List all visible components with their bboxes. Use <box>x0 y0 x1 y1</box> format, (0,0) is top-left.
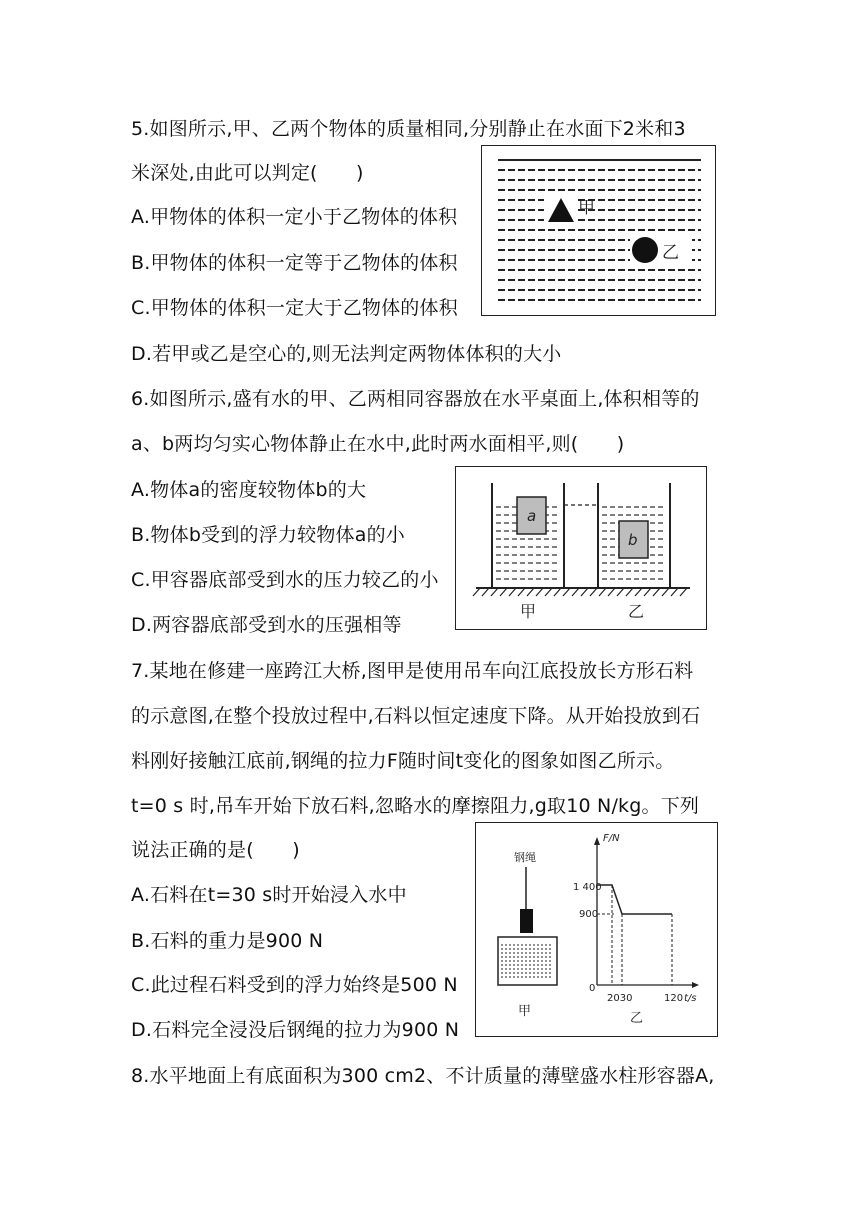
q6-stem-line2: a、b两均匀实心物体静止在水中,此时两水面相平,则( ) <box>131 433 625 455</box>
q5-stem-line2: 米深处,由此可以判定( ) <box>131 162 364 184</box>
q7-stem-line5: 说法正确的是( ) <box>131 839 300 861</box>
q5-water-diagram <box>482 146 717 317</box>
q7-ytick-1400: 1 400 <box>573 882 602 893</box>
q7-stem-line1: 7.某地在修建一座跨江大桥,图甲是使用吊车向江底投放长方形石料 <box>131 660 694 682</box>
q6-containers-diagram <box>456 467 708 631</box>
q7-x-axis-label: t/s <box>684 993 697 1004</box>
q6-block-a-label: a <box>527 507 537 525</box>
q6-label-jia: 甲 <box>520 602 537 621</box>
q7-label-yi: 乙 <box>630 1011 644 1026</box>
q7-origin: 0 <box>589 983 596 994</box>
q5-option-b: B.甲物体的体积一定等于乙物体的体积 <box>131 252 458 274</box>
q5-stem-line1: 5.如图所示,甲、乙两个物体的质量相同,分别静止在水面下2米和3 <box>131 118 686 140</box>
q6-stem-line1: 6.如图所示,盛有水的甲、乙两相同容器放在水平桌面上,体积相等的 <box>131 388 700 410</box>
stone-block <box>520 909 533 933</box>
q5-figure <box>481 145 716 316</box>
q7-figure <box>475 822 718 1037</box>
q5-option-c: C.甲物体的体积一定大于乙物体的体积 <box>131 297 458 319</box>
q6-option-b: B.物体b受到的浮力较物体a的小 <box>131 524 405 546</box>
q6-label-yi: 乙 <box>628 602 645 621</box>
q7-stem-line2: 的示意图,在整个投放过程中,石料以恒定速度下降。从开始投放到石 <box>131 705 701 727</box>
circle-object-yi <box>632 237 658 263</box>
q6-option-d: D.两容器底部受到水的压强相等 <box>131 614 402 636</box>
q7-y-axis-label: F/N <box>603 833 620 844</box>
q7-option-d: D.石料完全浸没后钢绳的拉力为900 N <box>131 1019 460 1041</box>
q7-force-curve <box>597 885 672 914</box>
q8-stem-line1: 8.水平地面上有底面积为300 cm2、不计质量的薄壁盛水柱形容器A, <box>131 1065 715 1087</box>
q7-stem-line4: t=0 s 时,吊车开始下放石料,忽略水的摩擦阻力,g取10 N/kg。下列 <box>131 795 700 817</box>
q6-option-a: A.物体a的密度较物体b的大 <box>131 479 367 501</box>
q5-label-yi: 乙 <box>662 243 679 263</box>
q7-stem-line3: 料刚好接触江底前,钢绳的拉力F随时间t变化的图象如图乙所示。 <box>131 750 675 772</box>
q7-option-a: A.石料在t=30 s时开始浸入水中 <box>131 884 407 906</box>
q6-option-c: C.甲容器底部受到水的压力较乙的小 <box>131 569 439 591</box>
q7-xtick-20-30: 2030 <box>607 993 633 1004</box>
q5-option-a: A.甲物体的体积一定小于乙物体的体积 <box>131 206 458 228</box>
q6-block-b-label: b <box>628 531 638 549</box>
q7-option-c: C.此过程石料受到的浮力始终是500 N <box>131 974 458 996</box>
q7-diagram <box>476 823 719 1038</box>
q7-rope-label: 钢绳 <box>514 851 536 864</box>
q7-xtick-120: 120 <box>664 993 684 1004</box>
q5-label-jia: 甲 <box>578 198 595 218</box>
q7-label-jia: 甲 <box>518 1004 532 1019</box>
q6-figure <box>455 466 707 630</box>
q7-ytick-900: 900 <box>579 909 599 920</box>
q5-option-d: D.若甲或乙是空心的,则无法判定两物体体积的大小 <box>131 343 562 365</box>
q7-option-b: B.石料的重力是900 N <box>131 930 324 952</box>
